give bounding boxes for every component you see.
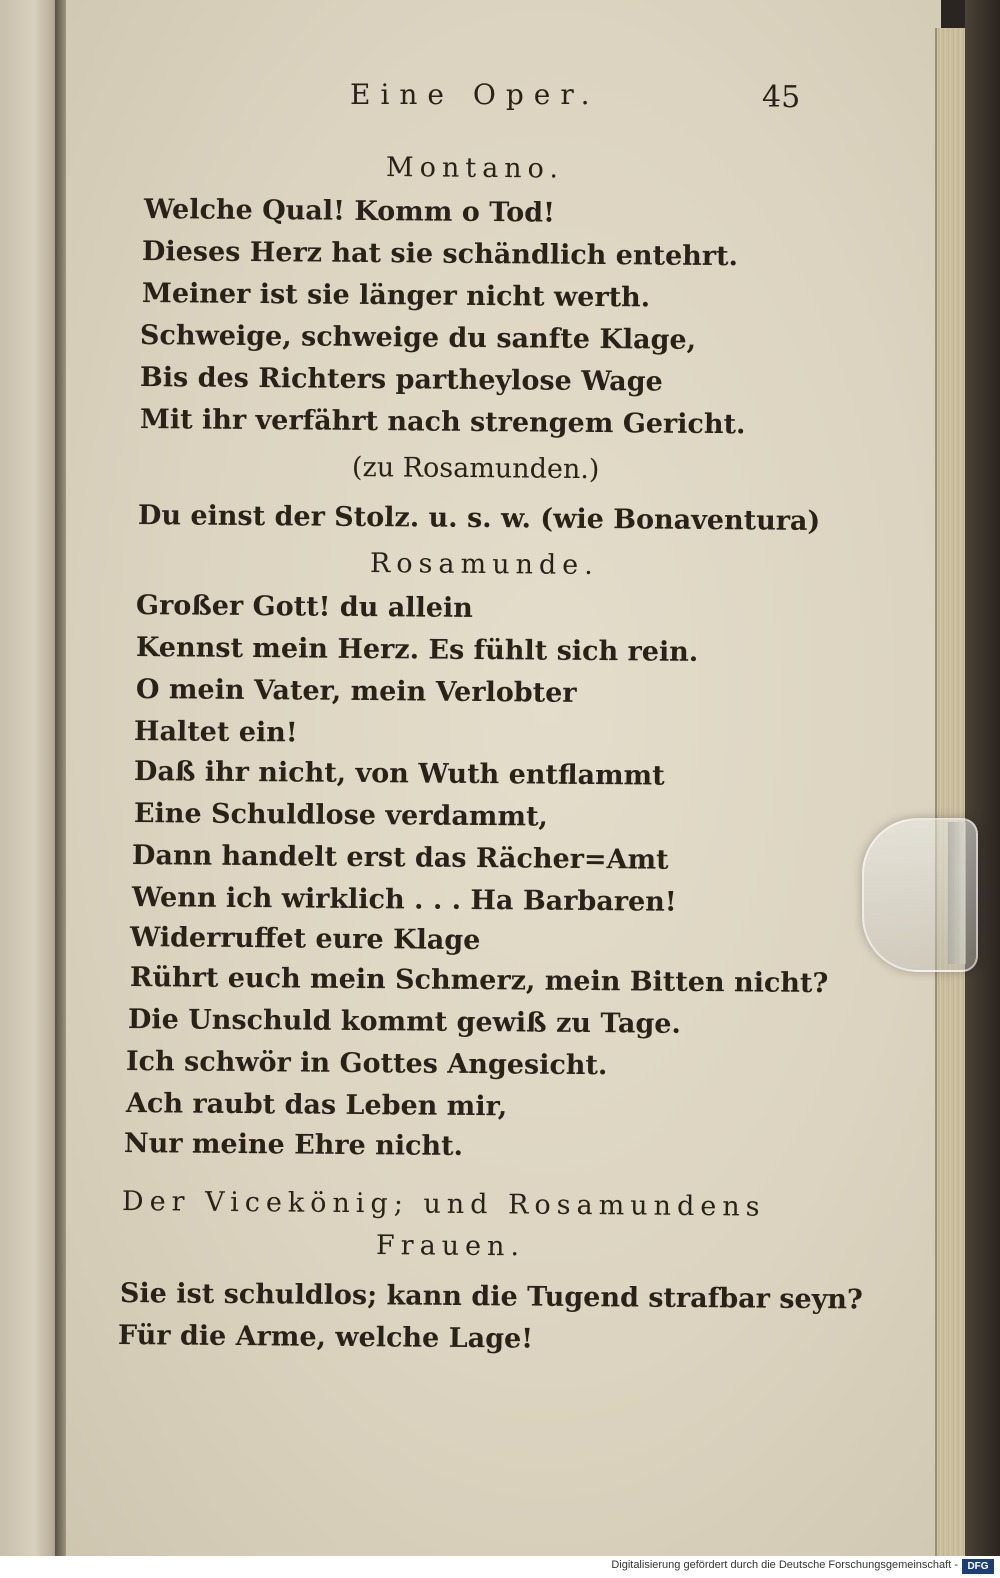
- page-number: 45: [762, 80, 801, 115]
- speaker-montano: Montano.: [385, 152, 565, 185]
- verse-line: Wenn ich wirklich . . . Ha Barbaren!: [131, 882, 677, 918]
- verse-line: Dieses Herz hat sie schändlich entehrt.: [141, 236, 739, 273]
- verse-line: Ach raubt das Leben mir,: [125, 1088, 508, 1123]
- funding-credit: Digitalisierung gefördert durch die Deutsche Forschungsgemeinschaft -: [611, 1559, 958, 1571]
- verse-line: Rührt euch mein Schmerz, mein Bitten nicht?: [129, 962, 829, 1000]
- verse-line: Bis des Richters partheylose Wage: [139, 362, 663, 398]
- verse-line: Ich schwör in Gottes Angesicht.: [125, 1046, 608, 1082]
- page-holder-band: [948, 822, 966, 964]
- dfg-logo: DFG: [962, 1559, 994, 1574]
- verse-line: Daß ihr nicht, von Wuth entflammt: [133, 756, 665, 792]
- verse-line: Schweige, schweige du sanfte Klage,: [139, 320, 697, 356]
- verse-line: Haltet ein!: [133, 716, 298, 749]
- verse-line: O mein Vater, mein Verlobter: [135, 674, 577, 709]
- verse-line: Sie ist schuldlos; kann die Tugend strafbar seyn?: [119, 1278, 863, 1316]
- footer-bar: [0, 1556, 1000, 1578]
- verse-line: Mit ihr verfährt nach strengem Gericht.: [139, 404, 746, 441]
- verse-line: Meiner ist sie länger nicht werth.: [141, 278, 651, 314]
- verse-line: Widerruffet eure Klage: [129, 922, 481, 957]
- verse-line: Nur meine Ehre nicht.: [123, 1128, 464, 1162]
- verse-line: Du einst der Stolz. u. s. w. (wie Bonaventura): [137, 500, 821, 537]
- verse-line: Dann handelt erst das Rächer=Amt: [131, 840, 669, 876]
- stage-direction: (zu Rosamunden.): [351, 452, 600, 486]
- verse-line: Die Unschuld kommt gewiß zu Tage.: [127, 1004, 682, 1040]
- speaker-vicekoenig: Der Vicekönig; und Rosamundens: [121, 1186, 766, 1223]
- verse-line: Großer Gott! du allein: [135, 590, 473, 624]
- verse-line: Eine Schuldlose verdammt,: [133, 798, 549, 833]
- verse-line: Welche Qual! Komm o Tod!: [143, 194, 556, 229]
- running-title: Eine Oper.: [350, 78, 600, 111]
- verse-line: Für die Arme, welche Lage!: [117, 1320, 534, 1355]
- speaker-rosamunde: Rosamunde.: [369, 548, 599, 581]
- verse-line: Kennst mein Herz. Es fühlt sich rein.: [135, 632, 699, 668]
- speaker-frauen: Frauen.: [375, 1230, 526, 1263]
